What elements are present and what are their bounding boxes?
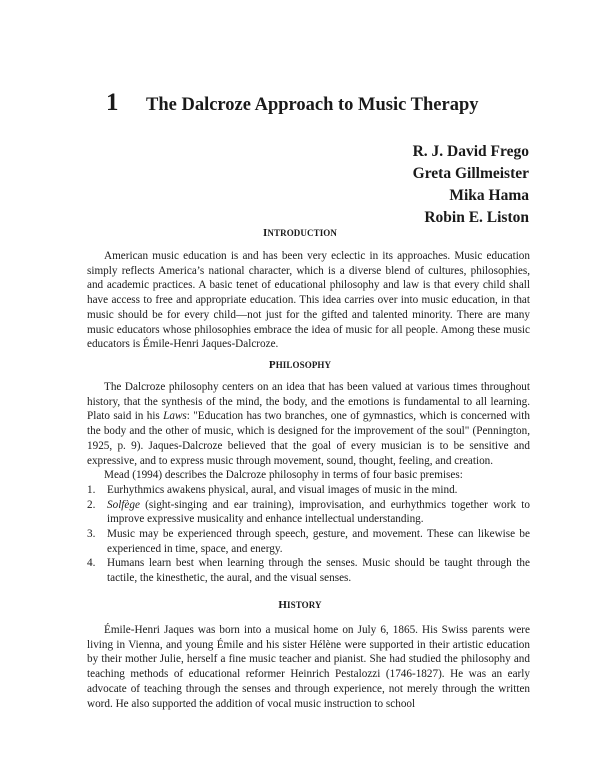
author-name: Robin E. Liston <box>424 209 529 226</box>
book-title-laws: Laws <box>163 410 187 423</box>
author-name: Mika Hama <box>449 187 529 204</box>
philosophy-paragraph: The Dalcroze philosophy centers on an idea that has been valued at various times throughout history, that the synthesis of the mind, the body, and the emotions is fundamental to all learning. Plato said in his Laws: "Education has two branches, one of gymnastics, which is concerned with the body and the other of music, which is designed for the improvement of the soul" (Pennington, 1925, p. 9). Jaques-Dalcroze believed that the goal of every musician is to be sensitive and expressive, and to express music through movement, sound, thought, feeling, and creation. <box>87 381 530 467</box>
section-heading-history: HISTORY <box>278 599 322 611</box>
introduction-paragraph: American music education is and has been very eclectic in its approaches. Music education simply reflects America’s national character, which is a diverse blend of cultures, philosophies, and academic practices. A basic tenet of educational philosophy and law is that every child shall have access to free and appropriate education. This idea carries over into music education, in that music should be for every child—not just for the gifted and talented minority. There are many music educators whose philosophies embrace the idea of music for all people. Among these music educators is Émile-Henri Jaques-Dalcroze. <box>87 250 530 351</box>
philosophy-body <box>87 380 530 586</box>
history-paragraph: Émile-Henri Jaques was born into a musical home on July 6, 1865. His Swiss parents were living in Vienna, and young Émile and his sister Hélène were supported in their artistic education by their mother Julie, herself a fine music teacher and pianist. She had studied the philosophy and teaching methods of educational reformer Heinrich Pestalozzi (1746-1827). He was an early advocate of teaching through the senses and through experience, not merely through the written word. He also supported the addition of vocal music instruction to school <box>87 624 530 710</box>
author-name: Greta Gillmeister <box>412 165 529 182</box>
introduction-body <box>87 249 530 352</box>
chapter-title: The Dalcroze Approach to Music Therapy <box>146 95 479 115</box>
list-item: 3. Music may be experienced through speech, gesture, and movement. These can likewise be experienced in time, space, and energy. <box>87 528 530 555</box>
author-name: R. J. David Frego <box>412 143 529 160</box>
premises-list <box>87 483 530 586</box>
list-item: 4. Humans learn best when learning through the senses. Music should be taught through the tactile, the kinesthetic, the aural, and the visual senses. <box>87 557 530 585</box>
history-body <box>87 623 530 711</box>
chapter-heading <box>106 89 479 117</box>
chapter-number: 1 <box>106 89 119 116</box>
section-heading-introduction: INTRODUCTION <box>263 227 337 239</box>
premises-intro: Mead (1994) describes the Dalcroze philosophy in terms of four basic premises: <box>104 469 463 482</box>
list-item: 1. Eurhythmics awakens physical, aural, and visual images of music in the mind. <box>87 483 458 496</box>
author-list <box>413 141 529 229</box>
section-heading-philosophy: PHILOSOPHY <box>268 359 332 371</box>
list-item: 2. Solfège (sight-singing and ear training), improvisation, and eurhythmics together work to improve expressive musicality and enhance intellectual understanding. <box>87 498 530 526</box>
